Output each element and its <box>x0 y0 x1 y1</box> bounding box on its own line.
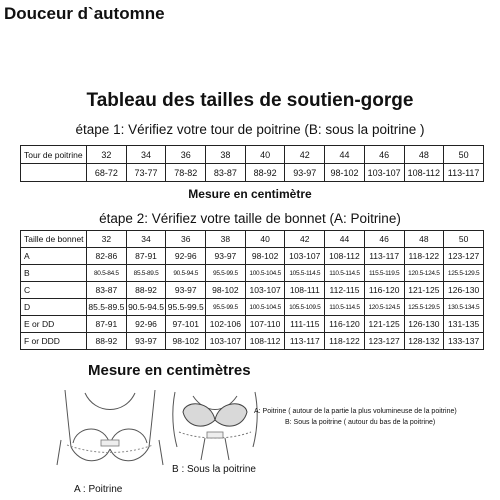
value-cell: 93-97 <box>285 164 325 182</box>
size-cell: 34 <box>126 146 166 164</box>
value-cell: 121-125 <box>364 316 404 333</box>
value-cell: 105.5-114.5 <box>285 265 325 282</box>
value-cell: 105.5-109.5 <box>285 299 325 316</box>
value-cell: 80.5-84.5 <box>87 265 127 282</box>
table-row <box>21 316 484 333</box>
value-cell: 108-111 <box>285 282 325 299</box>
note-b: B: Sous la poitrine ( autour du bas de la poitrine) <box>285 419 436 426</box>
value-cell: 97-101 <box>166 316 206 333</box>
cup-size-table <box>20 230 484 350</box>
size-cell: 46 <box>364 231 404 248</box>
cup-label: B <box>21 265 87 282</box>
table-row <box>21 282 484 299</box>
value-cell: 113-117 <box>364 248 404 265</box>
value-cell: 111-115 <box>285 316 325 333</box>
size-cell: 50 <box>444 231 484 248</box>
value-cell: 118-122 <box>404 248 444 265</box>
empty-cell <box>21 164 87 182</box>
value-cell: 90.5-94.5 <box>166 265 206 282</box>
value-cell: 116-120 <box>364 282 404 299</box>
value-cell: 68-72 <box>87 164 127 182</box>
size-cell: 36 <box>166 231 206 248</box>
size-cell: 40 <box>245 146 285 164</box>
value-cell: 125.5-129.5 <box>404 299 444 316</box>
value-cell: 85.5-89.5 <box>126 265 166 282</box>
step1-instruction: étape 1: Vérifiez votre tour de poitrine (B: sous la poitrine ) <box>75 122 425 137</box>
value-cell: 103-107 <box>364 164 404 182</box>
value-cell: 95.5-99.5 <box>166 299 206 316</box>
table-row <box>21 231 484 248</box>
value-cell: 88-92 <box>87 333 127 350</box>
value-cell: 108-112 <box>245 333 285 350</box>
value-cell: 103-107 <box>206 333 246 350</box>
size-cell: 46 <box>364 146 404 164</box>
cup-label: D <box>21 299 87 316</box>
size-cell: 44 <box>325 146 365 164</box>
band-size-table <box>20 145 484 182</box>
table-row <box>21 164 484 182</box>
value-cell: 87-91 <box>87 316 127 333</box>
value-cell: 103-107 <box>285 248 325 265</box>
value-cell: 120.5-124.5 <box>404 265 444 282</box>
value-cell: 98-102 <box>206 282 246 299</box>
value-cell: 126-130 <box>444 282 484 299</box>
value-cell: 73-77 <box>126 164 166 182</box>
value-cell: 123-127 <box>444 248 484 265</box>
value-cell: 108-112 <box>404 164 444 182</box>
value-cell: 102-106 <box>206 316 246 333</box>
value-cell: 123-127 <box>364 333 404 350</box>
value-cell: 116-120 <box>325 316 365 333</box>
cup-label: A <box>21 248 87 265</box>
value-cell: 83-87 <box>87 282 127 299</box>
value-cell: 115.5-119.5 <box>364 265 404 282</box>
value-cell: 87-91 <box>126 248 166 265</box>
value-cell: 103-107 <box>245 282 285 299</box>
underbust-measure-illustration <box>165 382 265 467</box>
table-row <box>21 333 484 350</box>
value-cell: 95.5-99.5 <box>206 299 246 316</box>
value-cell: 82-86 <box>87 248 127 265</box>
size-cell: 32 <box>87 146 127 164</box>
unit-note-2: Mesure en centimètres <box>88 362 251 379</box>
value-cell: 110.5-114.5 <box>325 265 365 282</box>
size-cell: 50 <box>444 146 484 164</box>
value-cell: 88-92 <box>126 282 166 299</box>
caption-b: B : Sous la poitrine <box>172 464 256 475</box>
table-row <box>21 299 484 316</box>
value-cell: 112-115 <box>325 282 365 299</box>
value-cell: 126-130 <box>404 316 444 333</box>
value-cell: 88-92 <box>245 164 285 182</box>
cup-label: E or DD <box>21 316 87 333</box>
size-cell: 38 <box>206 231 246 248</box>
value-cell: 93-97 <box>206 248 246 265</box>
value-cell: 121-125 <box>404 282 444 299</box>
value-cell: 107-110 <box>245 316 285 333</box>
value-cell: 133-137 <box>444 333 484 350</box>
size-cell: 42 <box>285 231 325 248</box>
value-cell: 108-112 <box>325 248 365 265</box>
table-row <box>21 146 484 164</box>
page-title: Tableau des tailles de soutien-gorge <box>86 90 414 111</box>
value-cell: 125.5-129.5 <box>444 265 484 282</box>
table-row <box>21 248 484 265</box>
value-cell: 128-132 <box>404 333 444 350</box>
caption-a: A : Poitrine <box>74 484 123 495</box>
step2-instruction: étape 2: Vérifiez votre taille de bonnet (A: Poitrine) <box>99 211 401 226</box>
value-cell: 90.5-94.5 <box>126 299 166 316</box>
size-cell: 38 <box>206 146 246 164</box>
value-cell: 93-97 <box>166 282 206 299</box>
size-cell: 44 <box>325 231 365 248</box>
note-a: A: Poitrine ( autour de la partie la plus volumineuse de la poitrine) <box>254 408 457 415</box>
size-cell: 42 <box>285 146 325 164</box>
band-header-label: Tour de poitrine <box>21 146 87 164</box>
table-row <box>21 265 484 282</box>
cup-header-label: Taille de bonnet <box>21 231 87 248</box>
brand-title: Douceur d`automne <box>4 4 165 23</box>
value-cell: 85.5-89.5 <box>87 299 127 316</box>
unit-note-1: Mesure en centimètre <box>188 187 312 201</box>
value-cell: 98-102 <box>166 333 206 350</box>
value-cell: 78-82 <box>166 164 206 182</box>
cup-label: F or DDD <box>21 333 87 350</box>
size-cell: 48 <box>404 146 444 164</box>
value-cell: 95.5-99.5 <box>206 265 246 282</box>
size-cell: 48 <box>404 231 444 248</box>
value-cell: 83-87 <box>206 164 246 182</box>
value-cell: 130.5-134.5 <box>444 299 484 316</box>
value-cell: 100.5-104.5 <box>245 299 285 316</box>
value-cell: 100.5-104.5 <box>245 265 285 282</box>
size-cell: 40 <box>245 231 285 248</box>
size-cell: 36 <box>166 146 206 164</box>
value-cell: 113-117 <box>285 333 325 350</box>
size-cell: 34 <box>126 231 166 248</box>
value-cell: 98-102 <box>245 248 285 265</box>
size-cell: 32 <box>87 231 127 248</box>
value-cell: 93-97 <box>126 333 166 350</box>
value-cell: 131-135 <box>444 316 484 333</box>
value-cell: 113-117 <box>444 164 484 182</box>
value-cell: 98-102 <box>325 164 365 182</box>
value-cell: 120.5-124.5 <box>364 299 404 316</box>
bust-measure-illustration <box>55 385 165 480</box>
value-cell: 92-96 <box>166 248 206 265</box>
value-cell: 110.5-114.5 <box>325 299 365 316</box>
value-cell: 118-122 <box>325 333 365 350</box>
cup-label: C <box>21 282 87 299</box>
value-cell: 92-96 <box>126 316 166 333</box>
